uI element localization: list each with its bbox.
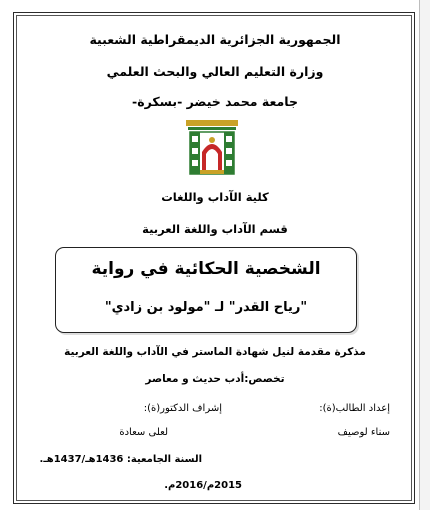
title-box xyxy=(55,247,357,333)
supervisor-name: لعلى سعادة xyxy=(119,427,168,438)
faculty-heading: كلية الآداب واللغات xyxy=(161,190,269,204)
republic-heading: الجمهورية الجزائرية الديمقراطية الشعبية xyxy=(89,32,341,47)
student-label: إعداد الطالب(ة): xyxy=(319,403,390,414)
academic-year: السنة الجامعية: 1436هـ/1437هـ. xyxy=(39,454,202,465)
thesis-subtitle: "رياح القدر" لـ "مولود بن زادي" xyxy=(104,300,308,315)
thesis-title: الشخصية الحكائية في رواية xyxy=(91,259,321,279)
scroll-gutter[interactable] xyxy=(419,0,430,510)
gregorian-year: 2015م/2016م. xyxy=(164,480,242,491)
department-heading: قسم الآداب واللغة العربية xyxy=(142,222,288,236)
university-seal-icon xyxy=(184,118,240,178)
student-name: سناء لوصيف xyxy=(337,427,390,438)
university-heading: جامعة محمد خيضر -بسكرة- xyxy=(132,94,298,109)
thesis-description: مذكرة مقدمة لنيل شهادة الماستر في الآداب واللغة العربية xyxy=(64,346,366,358)
thesis-specialization: تخصص:أدب حديث و معاصر xyxy=(145,373,285,385)
supervisor-label: إشراف الدكتور(ة): xyxy=(143,403,222,414)
ministry-heading: وزارة التعليم العالي والبحث العلمي xyxy=(106,64,324,79)
